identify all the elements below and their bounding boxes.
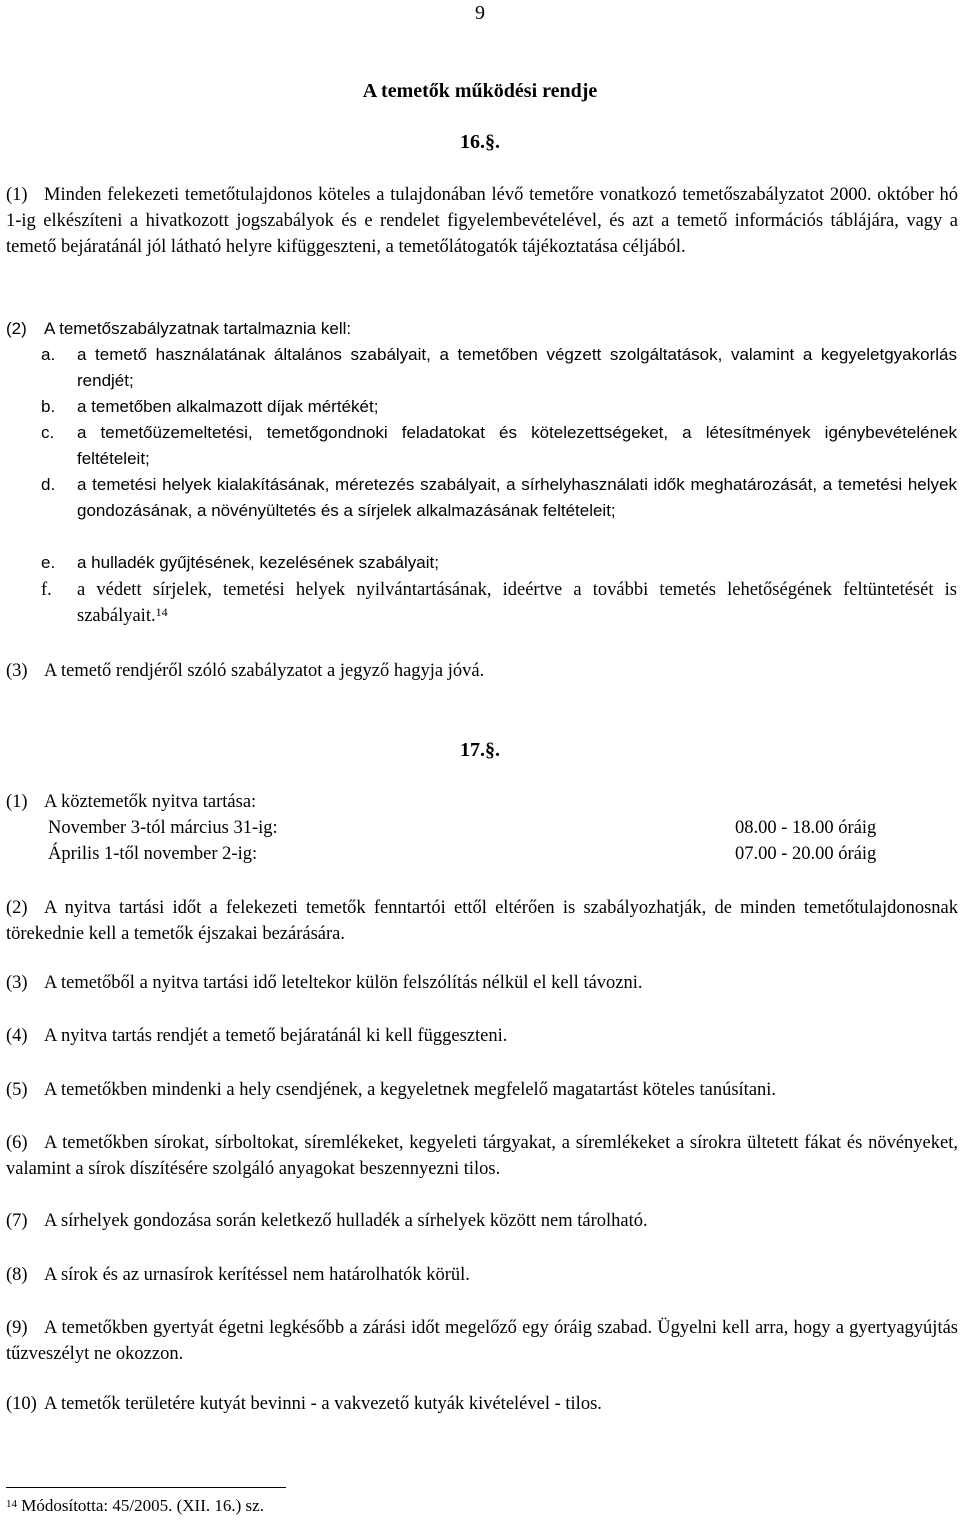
section-17-paragraph-1 bbox=[6, 789, 958, 815]
section-16-heading: 16.§. bbox=[460, 131, 500, 153]
list-text: a védett sírjelek, temetési helyek nyilvántartásának, ideértve a további temetés lehetőségének feltüntetését is szabályait. bbox=[77, 580, 957, 626]
paragraph-text: A nyitva tartási időt a felekezeti temetők fenntartói ettől eltérően is szabályozhatják, de minden temetőtulajdonosnak törekednie kell a temetők éjszakai bezárására. bbox=[6, 898, 958, 944]
section-17-paragraph-9 bbox=[6, 1315, 958, 1367]
list-letter: e. bbox=[41, 553, 56, 572]
page-title: A temetők működési rendje bbox=[362, 80, 598, 102]
paragraph-text: A sírok és az urnasírok kerítéssel nem határolhatók körül. bbox=[44, 1265, 470, 1285]
paragraph-text: A temetőkben gyertyát égetni legkésőbb a zárási időt megelőző egy óráig szabad. Ügyelni kell arra, hogy a gyertyagyújtás tűzveszélyt ne okozzon. bbox=[6, 1318, 958, 1364]
page-number: 9 bbox=[475, 2, 485, 24]
period-label: November 3-tól március 31-ig: bbox=[48, 818, 278, 838]
list-item-d bbox=[41, 472, 957, 524]
paragraph-text: A temetőkben sírokat, sírboltokat, síremlékeket, kegyeleti tárgyakat, a síremlékeket a sírokra ültetett fákat és növényeket, valamint a sírok díszítésére szolgáló anyagokat beszennyezni tilos. bbox=[6, 1133, 958, 1179]
paragraph-text: A köztemetők nyitva tartása: bbox=[44, 792, 257, 812]
paragraph-number: (4) bbox=[6, 1026, 28, 1046]
paragraph-number: (6) bbox=[6, 1133, 28, 1153]
list-text: a temető használatának általános szabályait, a temetőben végzett szolgáltatások, valamint a kegyeletgyakorlás rendjét; bbox=[77, 345, 957, 390]
paragraph-number: (2) bbox=[6, 898, 28, 918]
list-text: a hulladék gyűjtésének, kezelésének szabályait; bbox=[77, 553, 439, 572]
section-16-paragraph-1 bbox=[6, 182, 958, 260]
paragraph-number: (2) bbox=[6, 319, 27, 338]
section-16-paragraph-2 bbox=[6, 316, 958, 342]
section-17-paragraph-10 bbox=[6, 1391, 958, 1417]
paragraph-number: (1) bbox=[6, 185, 28, 205]
paragraph-text: A sírhelyek gondozása során keletkező hulladék a sírhelyek között nem tárolható. bbox=[44, 1211, 648, 1231]
paragraph-number: (7) bbox=[6, 1211, 28, 1231]
paragraph-text: A temetőből a nyitva tartási idő leteltekor külön felszólítás nélkül el kell távozni. bbox=[44, 973, 643, 993]
section-17-paragraph-6 bbox=[6, 1130, 958, 1182]
list-letter: a. bbox=[41, 345, 56, 364]
period-label: Április 1-től november 2-ig: bbox=[48, 844, 258, 864]
list-text: a temetőüzemeltetési, temetőgondnoki feladatokat és kötelezettségeket, a létesítmények igénybevételének feltételeit; bbox=[77, 423, 957, 468]
section-17-paragraph-3 bbox=[6, 970, 958, 996]
paragraph-text: A nyitva tartás rendjét a temető bejáratánál ki kell függeszteni. bbox=[44, 1026, 508, 1046]
list-item-c bbox=[41, 420, 957, 472]
list-text: a temetési helyek kialakításának, méretezés szabályait, a sírhelyhasználati idők meghatározását, a temetési helyek gondozásának, a növényültetés és a sírjelek alkalmazásának feltételeit; bbox=[77, 475, 957, 520]
paragraph-text: A temető rendjéről szóló szabályzatot a jegyző hagyja jóvá. bbox=[44, 661, 485, 681]
paragraph-number: (8) bbox=[6, 1265, 28, 1285]
paragraph-number: (1) bbox=[6, 792, 28, 812]
section-16-paragraph-3 bbox=[6, 658, 958, 684]
paragraph-text: A temetők területére kutyát bevinni - a vakvezető kutyák kivételével - tilos. bbox=[44, 1394, 602, 1414]
paragraph-number: (5) bbox=[6, 1080, 28, 1100]
footnote-text: Módosította: 45/2005. (XII. 16.) sz. bbox=[21, 1496, 264, 1515]
section-17-paragraph-5 bbox=[6, 1077, 958, 1103]
paragraph-number: (3) bbox=[6, 661, 28, 681]
list-item-b bbox=[41, 394, 957, 420]
section-17-paragraph-7 bbox=[6, 1208, 958, 1234]
section-17-heading: 17.§. bbox=[460, 739, 500, 761]
footnote-number: 14 bbox=[6, 1498, 17, 1510]
footnote-separator bbox=[6, 1487, 286, 1488]
paragraph-text: Minden felekezeti temetőtulajdonos köteles a tulajdonában lévő temetőre vonatkozó temetőszabályzatot 2000. október hó 1-ig elkészíteni a hivatkozott jogszabályok és e rendelet figyelembevételével, és azt a temető információs táblájára, vagy a temető bejáratánál jól látható helyre kifüggeszteni, a temetőlátogatók tájékoztatása céljából. bbox=[6, 185, 958, 257]
time-range: 08.00 - 18.00 óráig bbox=[735, 818, 877, 838]
paragraph-number: (9) bbox=[6, 1318, 28, 1338]
list-letter: c. bbox=[41, 423, 55, 442]
list-text: a temetőben alkalmazott díjak mértékét; bbox=[77, 397, 379, 416]
footnote bbox=[6, 1495, 264, 1517]
list-item-e bbox=[41, 550, 957, 576]
list-letter: b. bbox=[41, 397, 56, 416]
paragraph-text: A temetőszabályzatnak tartalmaznia kell: bbox=[44, 319, 352, 338]
section-17-paragraph-2 bbox=[6, 895, 958, 947]
list-letter: f. bbox=[41, 580, 52, 600]
section-17-paragraph-4 bbox=[6, 1023, 958, 1049]
list-item-f bbox=[41, 577, 957, 629]
paragraph-number: (10) bbox=[6, 1394, 37, 1414]
paragraph-number: (3) bbox=[6, 973, 28, 993]
section-17-paragraph-8 bbox=[6, 1262, 958, 1288]
time-range: 07.00 - 20.00 óráig bbox=[735, 844, 877, 864]
list-letter: d. bbox=[41, 475, 56, 494]
paragraph-text: A temetőkben mindenki a hely csendjének, a kegyeletnek megfelelő magatartást köteles tanúsítani. bbox=[44, 1080, 777, 1100]
footnote-reference: 14 bbox=[155, 605, 168, 619]
list-item-a bbox=[41, 342, 957, 394]
